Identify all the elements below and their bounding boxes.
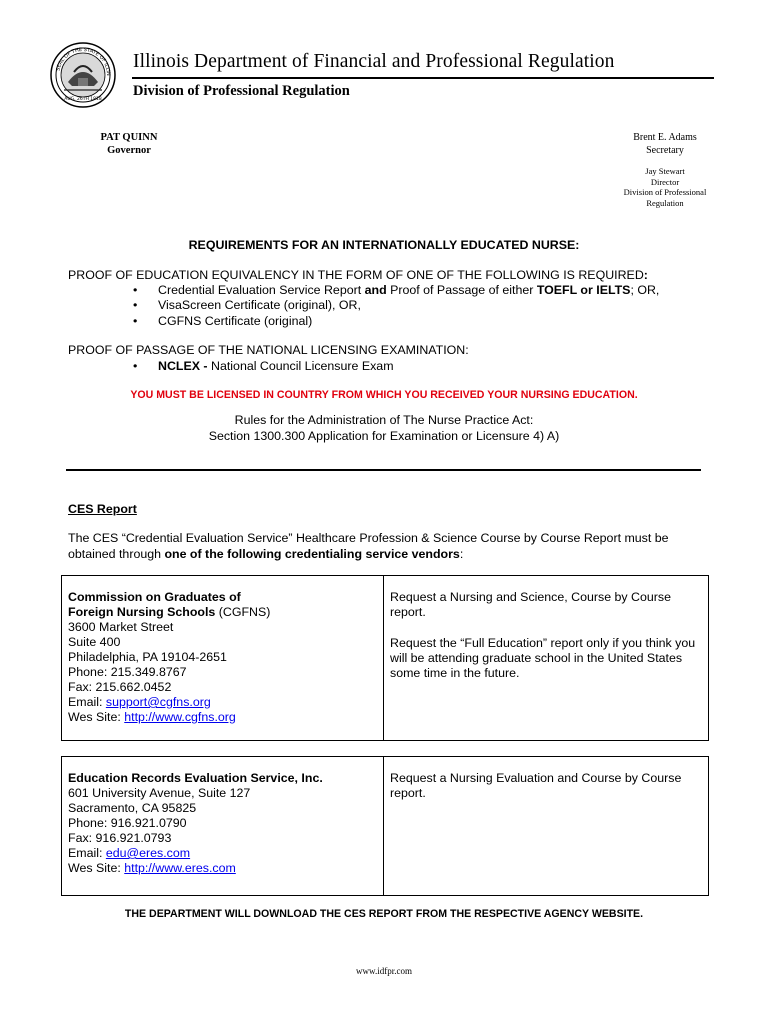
vendor-fax: Fax: 916.921.0793 [68,831,172,845]
ces-intro: The CES “Credential Evaluation Service” Healthcare Profession & Science Course by Course Report must be obtained through one of the following credentialing service vendors: [68,531,669,561]
instruction-line: some time in the future. [390,666,520,680]
vendor-phone: Phone: 215.349.8767 [68,665,187,679]
vendor-email: Email: support@cgfns.org [68,695,211,709]
svg-text:AUG. 26TH 1818: AUG. 26TH 1818 [64,97,102,102]
svg-text:SEAL OF THE STATE OF ILLINOIS: SEAL OF THE STATE OF ILLIN [55,46,112,76]
vendor-address-line: 601 University Avenue, Suite 127 [68,786,251,800]
instruction-line: Request the “Full Education” report only if you think you [390,636,696,650]
instruction-line: Request a Nursing Evaluation and Course by Course [390,771,682,785]
governor-title: Governor [107,145,151,156]
vendor-email: Email: edu@eres.com [68,846,191,860]
vendor-name: Foreign Nursing Schools (CGFNS) [68,605,271,619]
rules-citation: Rules for the Administration of The Nurse Practice Act: Section 1300.300 Application for Examination or Licensure 4) A) [208,413,560,443]
vendor-address-line: 3600 Market Street [68,620,174,634]
instruction-line: Request a Nursing and Science, Course by Course [390,590,672,604]
header-rule [132,77,714,79]
vendor-instructions [384,576,708,740]
vendor-contact [62,576,384,740]
secretary-block [610,131,720,157]
vendor-website: Wes Site: http://www.cgfns.org [68,710,236,724]
website-link[interactable]: http://www.eres.com [124,861,236,875]
vendor-address-line: Suite 400 [68,635,121,649]
download-note: THE DEPARTMENT WILL DOWNLOAD THE CES REPORT FROM THE RESPECTIVE AGENCY WEBSITE. [124,908,644,920]
secretary-name: Brent E. Adams [633,132,697,143]
ces-heading: CES Report [68,502,137,516]
secretary-title: Secretary [646,145,684,156]
vendor-instructions [384,757,708,895]
email-link[interactable]: support@cgfns.org [105,695,211,709]
instruction-line: report. [390,786,426,800]
education-item: • Credential Evaluation Service Report and Proof of Passage of either TOEFL or IELTS; OR, [133,283,660,297]
governor-name: PAT QUINN [100,132,158,143]
director-title: Director [650,176,680,187]
vendor-phone: Phone: 916.921.0790 [68,816,187,830]
vendor-name: Education Records Evaluation Service, Inc. [68,771,323,785]
agency-title: Illinois Department of Financial and Professional Regulation [133,51,615,72]
vendor-website: Wes Site: http://www.eres.com [68,861,236,875]
education-item: • VisaScreen Certificate (original), OR, [133,298,361,312]
vendor-contact [62,757,384,895]
vendor-fax: Fax: 215.662.0452 [68,680,172,694]
vendor-address-line: Philadelphia, PA 19104-2651 [68,650,227,664]
exam-heading: PROOF OF PASSAGE OF THE NATIONAL LICENSING EXAMINATION: [68,343,469,357]
instruction-line: will be attending graduate school in the United States [390,651,683,665]
director-division: Division of Professional [623,187,707,197]
exam-item: • NCLEX - National Council Licensure Exam [133,359,394,373]
vendor-table-eres [61,756,709,896]
bullet-icon: • [133,298,138,312]
state-seal-icon [50,42,116,108]
licensing-warning: YOU MUST BE LICENSED IN COUNTRY FROM WHICH YOU RECEIVED YOUR NURSING EDUCATION. [130,389,638,401]
email-link[interactable]: edu@eres.com [105,846,191,860]
division-title: Division of Professional Regulation [133,83,350,99]
requirements-heading: REQUIREMENTS FOR AN INTERNATIONALLY EDUCATED NURSE: [188,238,580,252]
director-name: Jay Stewart [645,166,685,176]
education-item: • CGFNS Certificate (original) [133,314,313,328]
vendor-table-cgfns [61,575,709,741]
bullet-icon: • [133,283,138,297]
bullet-icon: • [133,314,138,328]
director-division-2: Regulation [646,197,684,208]
section-divider [66,469,701,471]
footer-url: www.idfpr.com [356,966,412,976]
vendor-address-line: Sacramento, CA 95825 [68,801,197,815]
bullet-icon: • [133,359,138,373]
governor-block [88,131,170,157]
website-link[interactable]: http://www.cgfns.org [124,710,236,724]
instruction-line: report. [390,605,426,619]
vendor-name: Commission on Graduates of [68,590,241,604]
director-block [610,166,720,208]
education-heading: PROOF OF EDUCATION EQUIVALENCY IN THE FORM OF ONE OF THE FOLLOWING IS REQUIRED: [68,268,648,282]
